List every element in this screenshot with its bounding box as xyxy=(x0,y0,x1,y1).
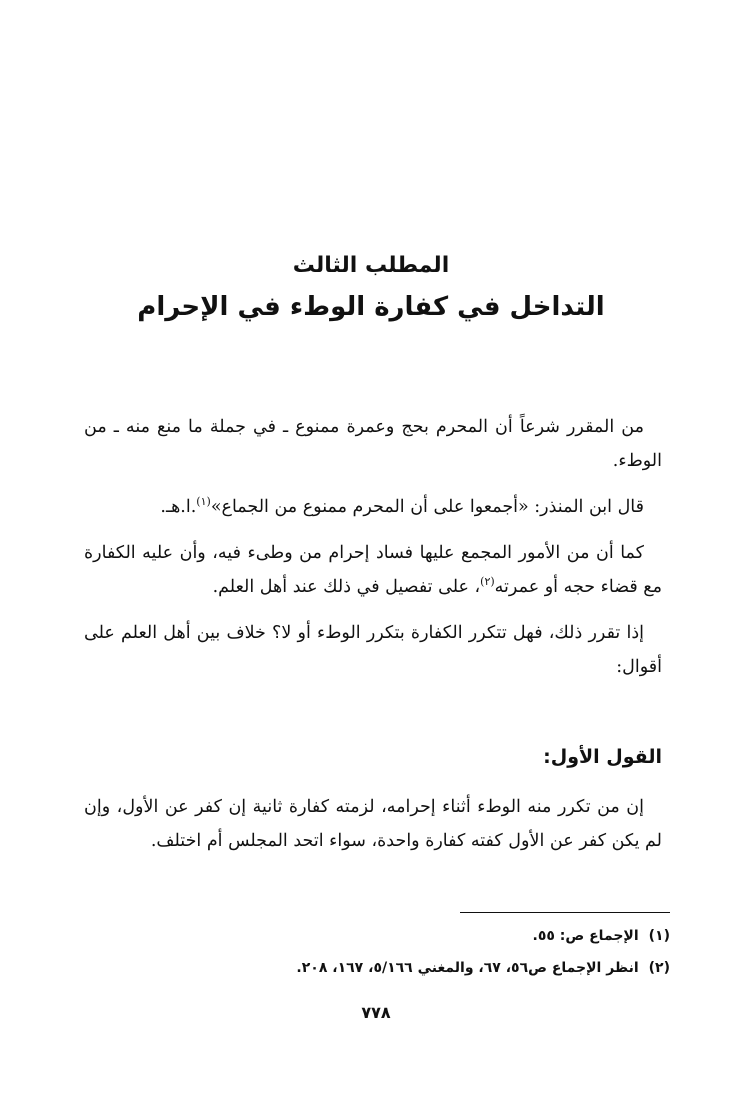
paragraph-4: إذا تقرر ذلك، فهل تتكرر الكفارة بتكرر الوطء أو لا؟ خلاف بين أهل العلم على أقوال: xyxy=(84,623,662,677)
footnotes xyxy=(80,920,670,984)
paragraph-1: من المقرر شرعاً أن المحرم بحج وعمرة ممنوع ـ في جملة ما منع منه ـ من الوطء. xyxy=(84,417,662,471)
paragraph-2-tail: .ا.هـ. xyxy=(160,497,197,517)
footnote-2 xyxy=(80,952,670,984)
footnote-ref-1[interactable]: (١) xyxy=(196,495,211,509)
page-number: ٧٧٨ xyxy=(361,1003,391,1022)
first-opinion-body xyxy=(84,790,662,870)
heading-block xyxy=(0,248,752,330)
footnote-number: (٢) xyxy=(648,960,670,976)
section-label: المطلب الثالث xyxy=(292,253,450,278)
paragraph-2-text: قال ابن المنذر: «أجمعوا على أن المحرم ممنوع من الجماع» xyxy=(210,497,644,517)
first-opinion-text: إن من تكرر منه الوطء أثناء إحرامه، لزمته كفارة ثانية إن كفر عن الأول، وإن لم يكن كفر عن الأول كفته كفارة واحدة، سواء اتحد المجلس أم اختلف. xyxy=(84,797,662,851)
footnote-text: انظر الإجماع ص٥٦، ٦٧، والمغني ٥/١٦٦، ١٦٧، ٢٠٨. xyxy=(296,960,639,976)
paragraph-2 xyxy=(84,490,662,524)
paragraph-3-tail: ، على تفصيل في ذلك عند أهل العلم. xyxy=(212,577,481,597)
footnote-text: الإجماع ص: ٥٥. xyxy=(532,928,639,944)
paragraph-3 xyxy=(84,536,662,604)
body-text xyxy=(84,410,662,696)
footnote-divider xyxy=(460,912,670,913)
first-opinion-heading: القول الأول: xyxy=(543,746,662,768)
section-title: التداخل في كفارة الوطء في الإحرام xyxy=(137,292,605,322)
footnote-1 xyxy=(80,920,670,952)
footnote-number: (١) xyxy=(648,928,670,944)
paragraph-3-text: كما أن من الأمور المجمع عليها فساد إحرام من وطىء فيه، وأن عليه الكفارة مع قضاء حجه أو عمرته xyxy=(84,543,662,597)
footnote-ref-2[interactable]: (٢) xyxy=(480,575,495,589)
